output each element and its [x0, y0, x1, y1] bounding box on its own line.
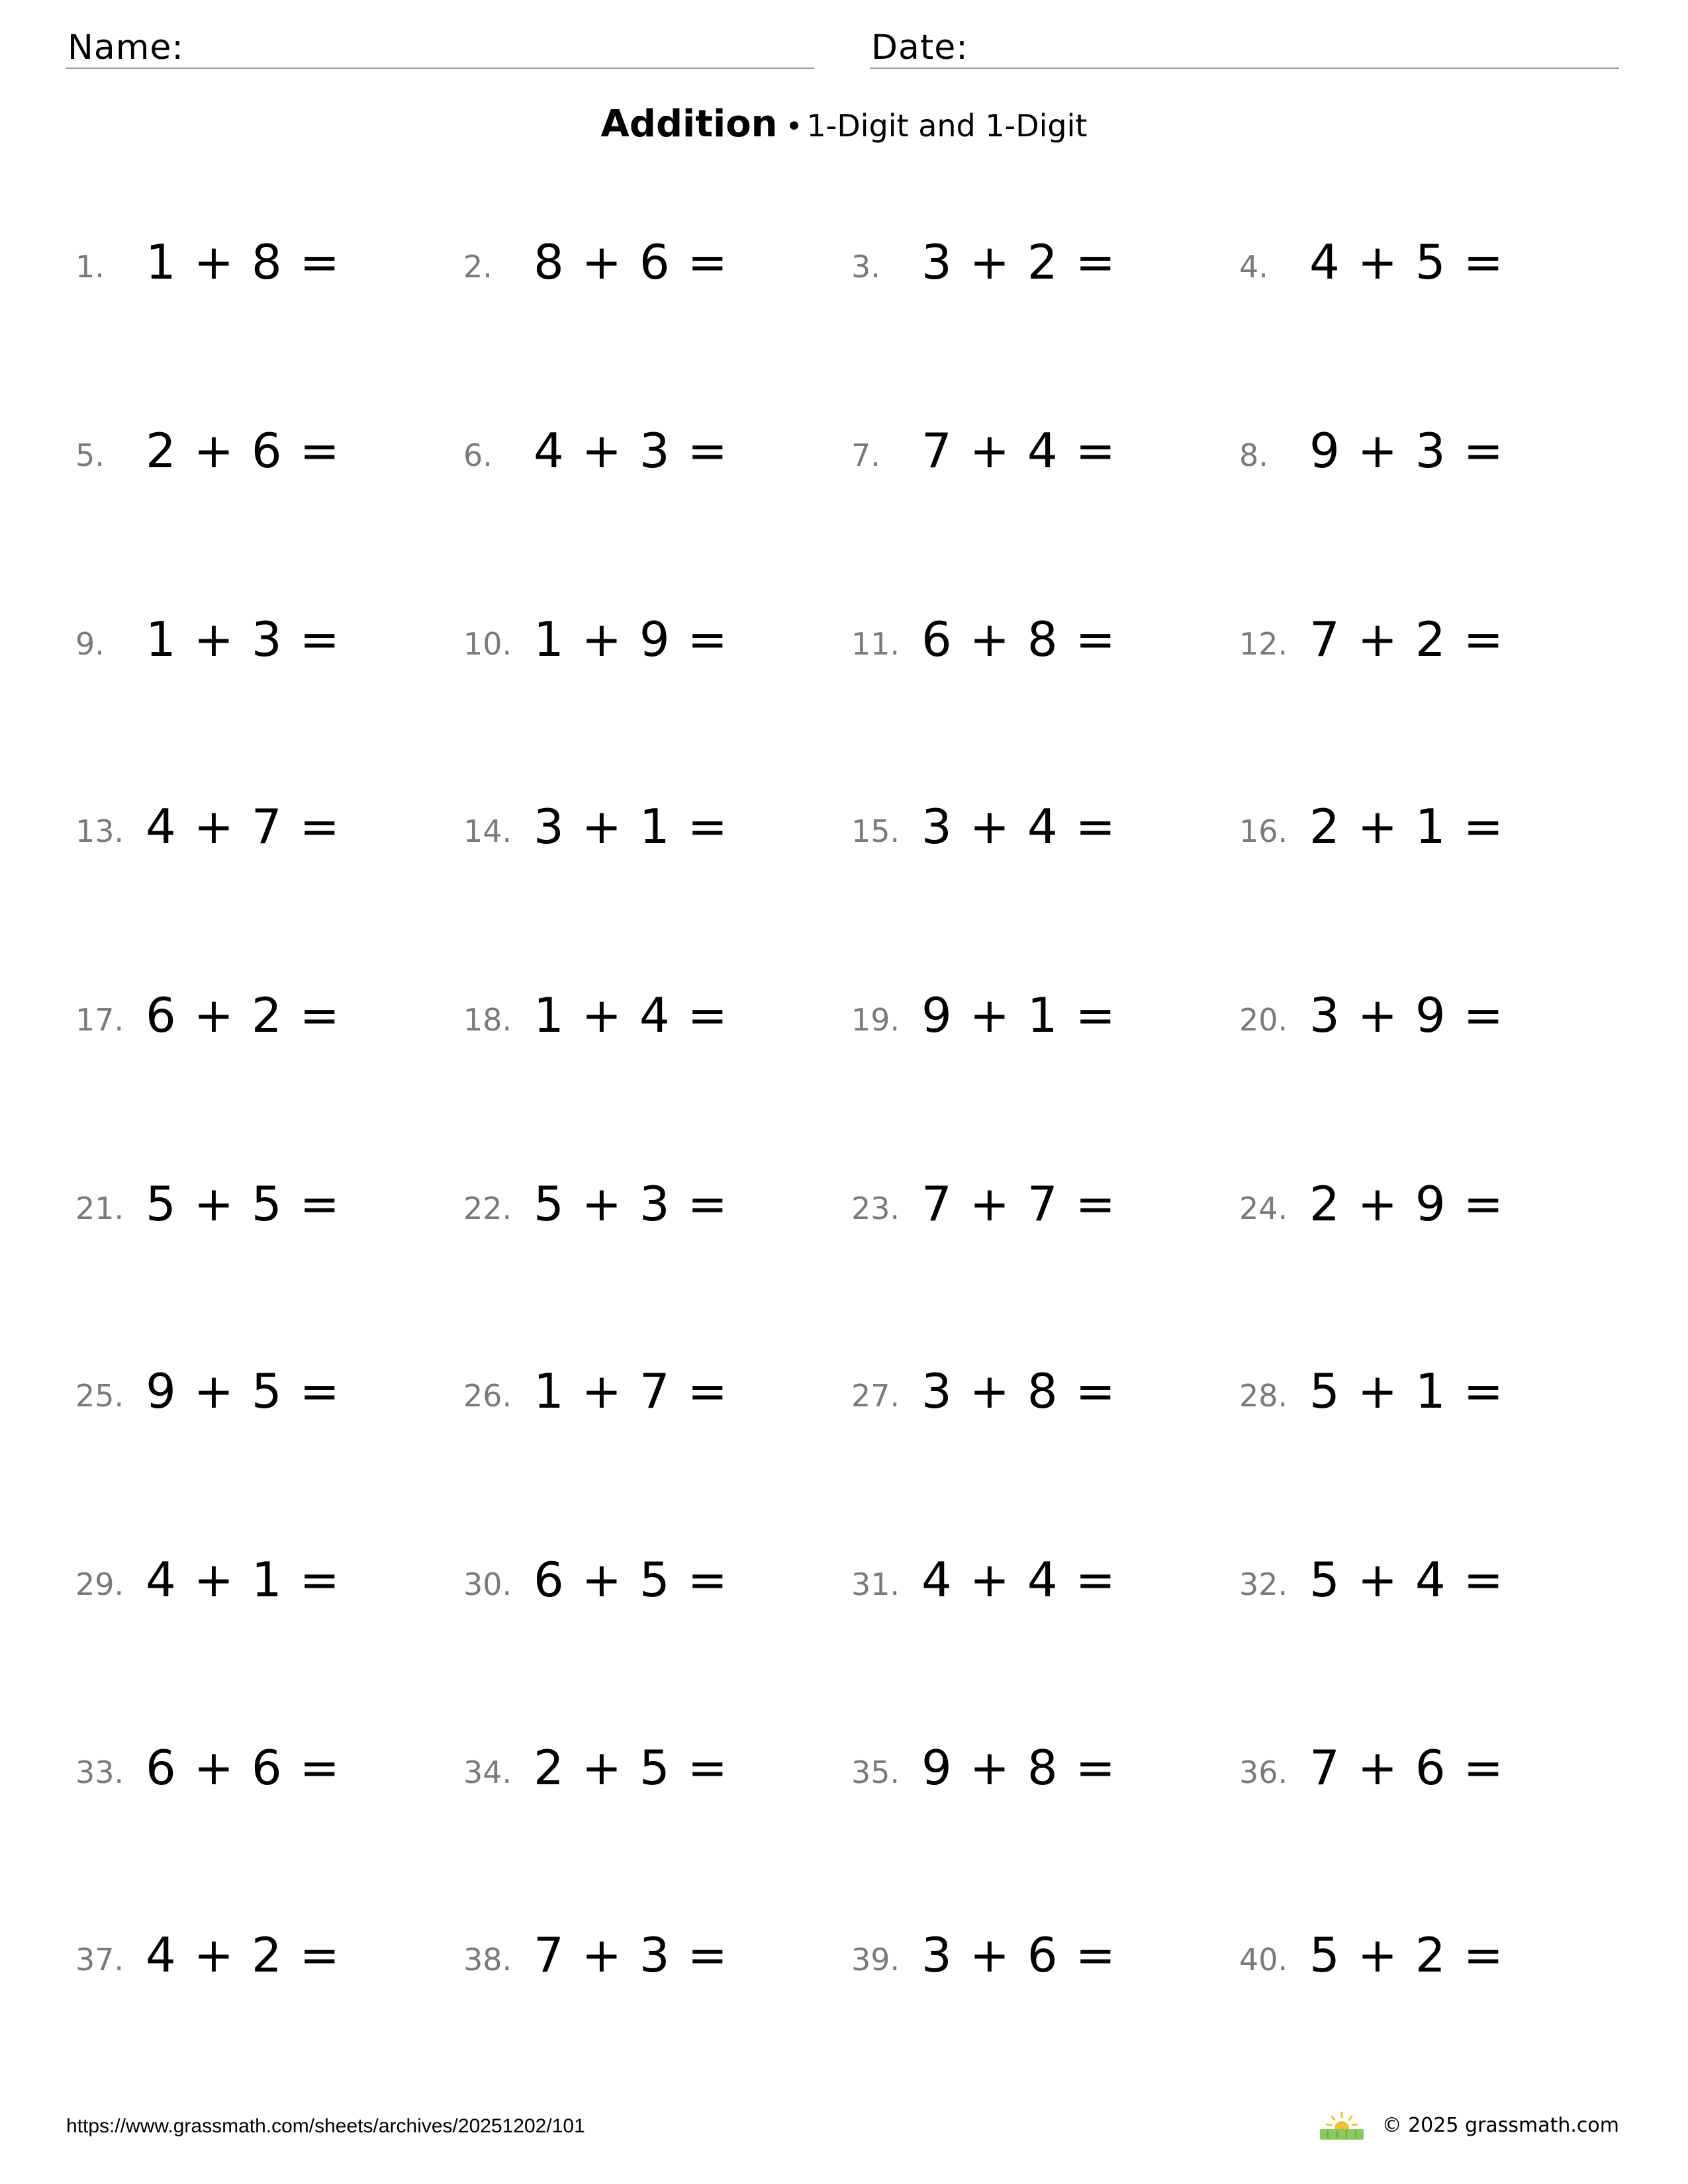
problem-expression: 4 + 7 =	[146, 799, 340, 854]
name-label: Name:	[68, 28, 184, 68]
problem-number: 40.	[1239, 1942, 1288, 1978]
problem-expression: 3 + 8 =	[921, 1363, 1115, 1419]
problem-item	[75, 422, 420, 481]
problem-item	[851, 1175, 1196, 1234]
problem-item	[463, 610, 808, 670]
problem-item	[463, 1926, 808, 1985]
problem-number: 27.	[851, 1378, 900, 1414]
title-main: Addition	[600, 103, 778, 146]
problem-number: 32.	[1239, 1567, 1288, 1602]
problem-expression: 1 + 9 =	[534, 612, 727, 667]
date-label: Date:	[871, 28, 968, 68]
footer-url: https://www.grassmath.com/sheets/archives/20251202/101	[66, 2115, 585, 2137]
problem-number: 34.	[463, 1754, 512, 1790]
problem-expression: 4 + 4 =	[921, 1552, 1115, 1608]
problem-item	[851, 1362, 1196, 1422]
problem-number: 1.	[75, 249, 105, 285]
problem-number: 21.	[75, 1191, 124, 1226]
problem-item	[1239, 1926, 1583, 1985]
problem-item	[75, 797, 420, 857]
problem-item	[463, 233, 808, 293]
footer-copyright: © 2025 grassmath.com	[1382, 2114, 1619, 2137]
title-separator: •	[785, 110, 803, 144]
problem-number: 12.	[1239, 626, 1288, 662]
problem-item	[75, 1551, 420, 1610]
problem-number: 2.	[463, 249, 492, 285]
problem-number: 9.	[75, 626, 105, 662]
problem-expression: 5 + 5 =	[146, 1176, 340, 1232]
problem-number: 36.	[1239, 1754, 1288, 1790]
problem-item	[851, 422, 1196, 481]
problem-expression: 2 + 1 =	[1309, 799, 1503, 854]
problem-item	[463, 422, 808, 481]
problem-expression: 4 + 5 =	[1309, 234, 1503, 290]
problem-expression: 7 + 7 =	[921, 1176, 1115, 1232]
problem-number: 33.	[75, 1754, 124, 1790]
problem-item	[851, 797, 1196, 857]
problem-number: 26.	[463, 1378, 512, 1414]
problem-number: 11.	[851, 626, 900, 662]
problem-number: 24.	[1239, 1191, 1288, 1226]
problem-expression: 7 + 3 =	[534, 1927, 727, 1983]
problem-expression: 5 + 3 =	[534, 1176, 727, 1232]
problem-item	[75, 1739, 420, 1798]
problem-number: 31.	[851, 1567, 900, 1602]
problem-number: 19.	[851, 1002, 900, 1038]
problem-number: 28.	[1239, 1378, 1288, 1414]
problem-expression: 3 + 6 =	[921, 1927, 1115, 1983]
problem-number: 3.	[851, 249, 880, 285]
problem-expression: 2 + 9 =	[1309, 1176, 1503, 1232]
problem-number: 7.	[851, 437, 880, 473]
problem-number: 30.	[463, 1567, 512, 1602]
problem-item	[75, 986, 420, 1046]
problem-item	[75, 1926, 420, 1985]
problem-number: 13.	[75, 813, 124, 849]
problem-expression: 9 + 1 =	[921, 987, 1115, 1043]
problem-item	[1239, 986, 1583, 1046]
problem-expression: 1 + 8 =	[146, 234, 340, 290]
problem-item	[1239, 422, 1583, 481]
problem-number: 25.	[75, 1378, 124, 1414]
problem-expression: 1 + 7 =	[534, 1363, 727, 1419]
problem-item	[851, 233, 1196, 293]
problem-item	[75, 1362, 420, 1422]
problem-item	[851, 1551, 1196, 1610]
problem-expression: 6 + 2 =	[146, 987, 340, 1043]
problem-item	[75, 233, 420, 293]
problem-expression: 1 + 4 =	[534, 987, 727, 1043]
problem-expression: 5 + 2 =	[1309, 1927, 1503, 1983]
problem-expression: 7 + 2 =	[1309, 612, 1503, 667]
problem-item	[851, 1739, 1196, 1798]
problem-item	[851, 986, 1196, 1046]
problem-number: 39.	[851, 1942, 900, 1978]
problem-expression: 9 + 3 =	[1309, 423, 1503, 478]
problem-expression: 6 + 6 =	[146, 1740, 340, 1796]
problem-item	[1239, 1551, 1583, 1610]
problem-expression: 2 + 6 =	[146, 423, 340, 478]
problem-number: 37.	[75, 1942, 124, 1978]
problem-item	[1239, 1362, 1583, 1422]
problem-item	[463, 797, 808, 857]
problem-number: 14.	[463, 813, 512, 849]
problem-expression: 1 + 3 =	[146, 612, 340, 667]
footer-brand	[1319, 2111, 1619, 2140]
problem-number: 23.	[851, 1191, 900, 1226]
problem-item	[851, 610, 1196, 670]
problem-item	[1239, 1739, 1583, 1798]
problem-number: 8.	[1239, 437, 1268, 473]
problem-item	[75, 610, 420, 670]
problem-number: 17.	[75, 1002, 124, 1038]
problem-expression: 9 + 8 =	[921, 1740, 1115, 1796]
sun-over-grass-icon	[1319, 2111, 1365, 2140]
problem-number: 16.	[1239, 813, 1288, 849]
problem-expression: 3 + 4 =	[921, 799, 1115, 854]
problem-item	[1239, 233, 1583, 293]
problem-expression: 9 + 5 =	[146, 1363, 340, 1419]
problem-item	[463, 986, 808, 1046]
problem-expression: 7 + 4 =	[921, 423, 1115, 478]
problem-number: 5.	[75, 437, 105, 473]
problem-item	[463, 1551, 808, 1610]
problem-item	[75, 1175, 420, 1234]
problem-item	[851, 1926, 1196, 1985]
problem-item	[1239, 1175, 1583, 1234]
problem-number: 18.	[463, 1002, 512, 1038]
problem-number: 22.	[463, 1191, 512, 1226]
problem-expression: 4 + 1 =	[146, 1552, 340, 1608]
problem-expression: 5 + 1 =	[1309, 1363, 1503, 1419]
problem-expression: 8 + 6 =	[534, 234, 727, 290]
problem-expression: 5 + 4 =	[1309, 1552, 1503, 1608]
problem-expression: 6 + 8 =	[921, 612, 1115, 667]
title-subtitle: 1-Digit and 1-Digit	[806, 108, 1088, 144]
problem-number: 35.	[851, 1754, 900, 1790]
problem-item	[463, 1362, 808, 1422]
problem-number: 38.	[463, 1942, 512, 1978]
problem-expression: 2 + 5 =	[534, 1740, 727, 1796]
problem-item	[463, 1739, 808, 1798]
problem-number: 6.	[463, 437, 492, 473]
problem-expression: 6 + 5 =	[534, 1552, 727, 1608]
problem-number: 20.	[1239, 1002, 1288, 1038]
problem-expression: 4 + 2 =	[146, 1927, 340, 1983]
problem-number: 15.	[851, 813, 900, 849]
problem-expression: 7 + 6 =	[1309, 1740, 1503, 1796]
problem-number: 29.	[75, 1567, 124, 1602]
problem-expression: 3 + 1 =	[534, 799, 727, 854]
problem-item	[1239, 797, 1583, 857]
problem-number: 4.	[1239, 249, 1268, 285]
problem-number: 10.	[463, 626, 512, 662]
problem-item	[1239, 610, 1583, 670]
problem-expression: 4 + 3 =	[534, 423, 727, 478]
problem-item	[463, 1175, 808, 1234]
problem-expression: 3 + 2 =	[921, 234, 1115, 290]
problem-expression: 3 + 9 =	[1309, 987, 1503, 1043]
